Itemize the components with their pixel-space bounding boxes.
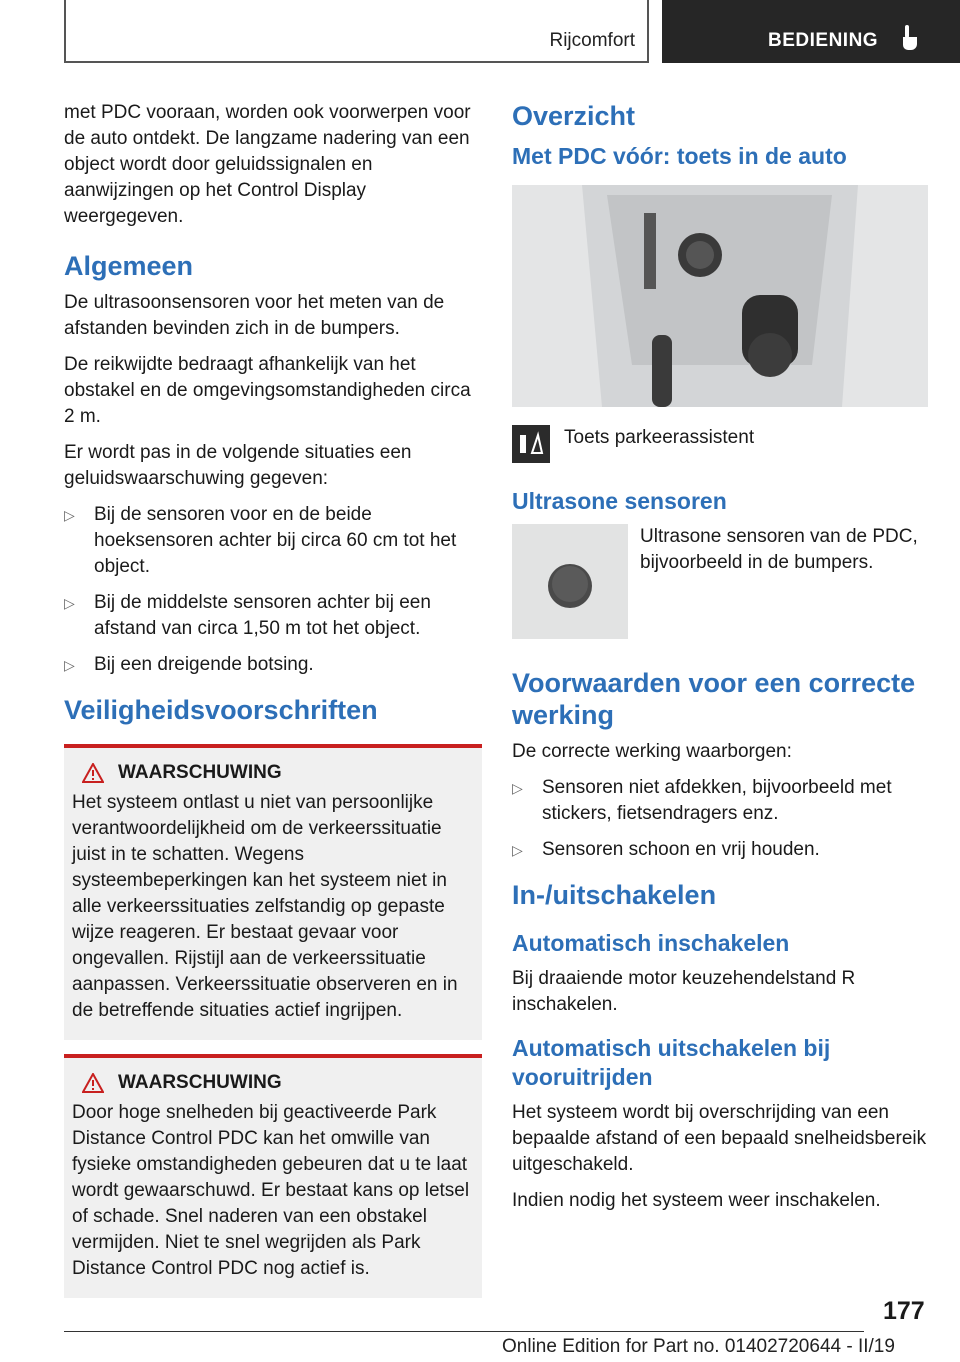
conditions-bullet-list — [512, 775, 932, 863]
list-item: ▷ Sensoren niet afdekken, bijvoorbeeld met stickers, fietsendragers enz. — [512, 777, 892, 824]
right-column — [512, 100, 932, 1224]
sensors-heading: Ultrasone sensoren — [512, 488, 727, 514]
parking-assistant-row — [512, 425, 932, 463]
warning-triangle-icon — [82, 763, 104, 783]
warning-title-row: WAARSCHUWING — [72, 760, 474, 786]
triangle-bullet-icon: ▷ — [64, 595, 75, 611]
conditions-heading: Voorwaarden voor een correcte werking — [512, 668, 916, 730]
list-item: ▷ Bij de middelste sensoren achter bij een afstand van circa 1,50 m tot het object. — [64, 592, 431, 639]
switching-heading: In-/uitschakelen — [512, 880, 717, 910]
auto-off-heading: Automatisch uitschakelen bij vooruitrijden — [512, 1035, 831, 1090]
parking-assistant-button-icon — [512, 425, 550, 463]
header-section-box — [64, 0, 649, 63]
warning-box — [64, 744, 482, 1040]
header-section-title: Rijcomfort — [549, 30, 635, 51]
header-chapter-box — [662, 0, 960, 63]
intro-paragraph: met PDC vooraan, worden ook voorwerpen voor de auto ontdekt. De langzame nadering van een object wordt door geluidssignalen en aanwijzingen op het Control Display weergegeven. — [64, 102, 471, 227]
footer-edition: Online Edition for Part no. 01402720644 - II/19 — [502, 1336, 895, 1357]
center-console-photo — [512, 185, 928, 407]
ultrasonic-sensor-image — [512, 524, 628, 639]
warning-text: Door hoge snelheden bij geactiveerde Park Distance Control PDC kan het omwille van fysieke omstandigheden gebeuren dat u te laat wordt gewaarschuwd. Er bestaat kans op letsel of schade. Snel naderen van een obstakel vermijden. Niet te snel wegrijden als Park Distance Control PDC nog actief is. — [72, 1102, 470, 1279]
overview-heading: Overzicht — [512, 101, 636, 131]
list-item: ▷ Bij een dreigende botsing. — [64, 652, 482, 678]
safety-heading: Veiligheidsvoorschriften — [64, 695, 378, 725]
header-chapter-title: BEDIENING — [768, 30, 879, 51]
warning-text: Het systeem ontlast u niet van persoonlijke verantwoordelijkheid om de verkeerssituatie juist in te schatten. Wegens systeembeperkingen kan het systeem niet in alle verkeerssituaties zelfstandig op gepaste wijze reageren. Er bestaat gevaar voor ongevallen. Rijstijl aan de verkeerssituatie aanpassen. Verkeerssituatie observeren en in de betreffende situaties actief ingrijpen. — [72, 792, 458, 1021]
general-paragraph-2: De reikwijdte bedraagt afhankelijk van het obstakel en de omgevingsomstandigheden circa 2 m. — [64, 354, 471, 427]
sensors-caption: Ultrasone sensoren van de PDC, bijvoorbeeld in de bumpers. — [640, 526, 918, 573]
general-paragraph-3: Er wordt pas in de volgende situaties een geluidswaarschuwing gegeven: — [64, 442, 412, 489]
auto-on-paragraph: Bij draaiende motor keuzehendelstand R inschakelen. — [512, 968, 856, 1015]
triangle-bullet-icon: ▷ — [64, 657, 75, 673]
footer-divider — [64, 1331, 864, 1332]
parking-assistant-caption: Toets parkeerassistent — [564, 427, 755, 448]
auto-on-heading: Automatisch inschakelen — [512, 930, 790, 956]
general-bullet-list — [64, 502, 482, 678]
triangle-bullet-icon: ▷ — [64, 507, 75, 523]
warning-triangle-icon — [82, 1073, 104, 1093]
triangle-bullet-icon: ▷ — [512, 780, 523, 796]
list-item: ▷ Sensoren schoon en vrij houden. — [512, 837, 932, 863]
left-column — [64, 100, 482, 1310]
general-paragraph-1: De ultrasoonsensoren voor het meten van de afstanden bevinden zich in de bumpers. — [64, 292, 445, 339]
list-item: ▷ Bij de sensoren voor en de beide hoeksensoren achter bij circa 60 cm tot het object. — [64, 504, 457, 577]
conditions-paragraph: De correcte werking waarborgen: — [512, 741, 792, 762]
overview-subheading: Met PDC vóór: toets in de auto — [512, 143, 847, 169]
hand-pointer-icon — [900, 24, 920, 52]
triangle-bullet-icon: ▷ — [512, 842, 523, 858]
warning-box — [64, 1054, 482, 1298]
auto-off-paragraph-2: Indien nodig het systeem weer inschakelen. — [512, 1190, 881, 1211]
auto-off-paragraph: Het systeem wordt bij overschrijding van een bepaalde afstand of een bepaald snelheidsbereik uitgeschakeld. — [512, 1102, 927, 1175]
warning-title-row: WAARSCHUWING — [72, 1070, 474, 1096]
sensor-row — [512, 524, 932, 639]
general-heading: Algemeen — [64, 251, 194, 281]
page-number: 177 — [883, 1297, 925, 1325]
